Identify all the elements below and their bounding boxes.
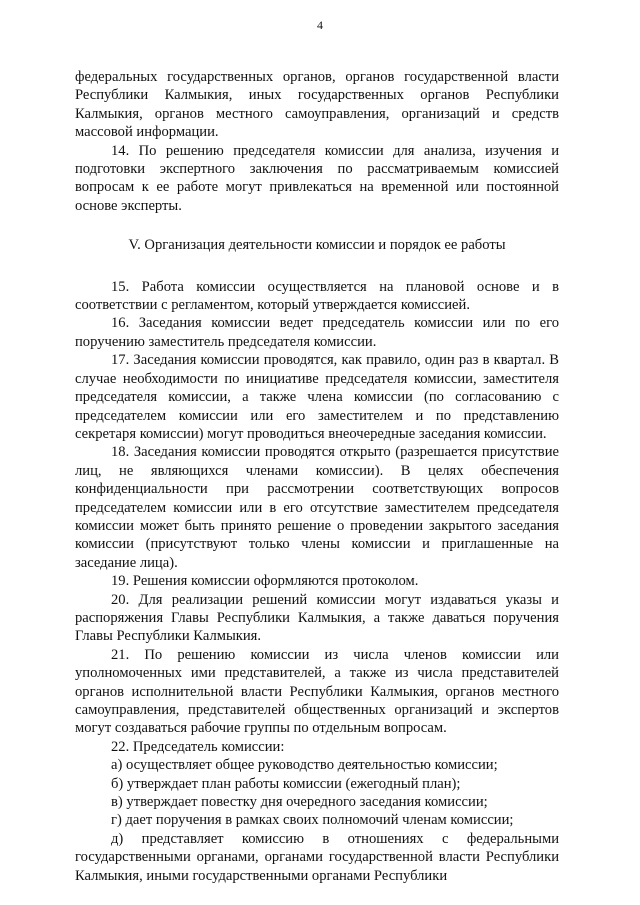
paragraph-15: 15. Работа комиссии осуществляется на плановой основе и в соответствии с регламентом, который утверждается комиссией. bbox=[75, 278, 559, 314]
sub-item-a: а) осуществляет общее руководство деятельностью комиссии; bbox=[111, 757, 498, 774]
paragraph-20: 20. Для реализации решений комиссии могут издаваться указы и распоряжения Главы Республики Калмыкия, а также даваться поручения Главы Республики Калмыкия. bbox=[75, 591, 559, 645]
paragraph-14: 14. По решению председателя комиссии для анализа, изучения и подготовки экспертного заключения по рассматриваемым комиссией вопросам к ее работе могут привлекаться на временной или постоянной основе эксперты. bbox=[75, 142, 559, 214]
sub-item-d: д) представляет комиссию в отношениях с федеральными государственными органами, органами государственной власти Республики Калмыкия, иными государственными органами Республики bbox=[75, 830, 559, 884]
paragraph-19: 19. Решения комиссии оформляются протоколом. bbox=[111, 573, 419, 590]
paragraph-21: 21. По решению комиссии из числа членов комиссии или уполномоченных ими представителей, а также из числа представителей органов исполнительной власти Республики Калмыкия, органов местного самоуправления, представителей общественных организаций и экспертов могут создаваться рабочие группы по отдельным вопросам. bbox=[75, 646, 559, 737]
paragraph-18: 18. Заседания комиссии проводятся открыто (разрешается присутствие лиц, не являющихся членами комиссии). В целях обеспечения конфиденциальности при рассмотрении соответствующих вопросов председателем комиссии или в его отсутствие заместителем председателя комиссии может быть принято решение о проведении закрытого заседания комиссии (присутствуют только члены комиссии и приглашенные на заседание лица). bbox=[75, 444, 559, 571]
sub-item-b: б) утверждает план работы комиссии (ежегодный план); bbox=[111, 775, 461, 792]
sub-item-v: в) утверждает повестку дня очередного заседания комиссии; bbox=[111, 794, 488, 811]
paragraph-continuation: федеральных государственных органов, органов государственной власти Республики Калмыкия, иных государственных органов Республики Калмыкия, органов местного самоуправления, организаций и средств массовой информации. bbox=[75, 69, 559, 141]
section-heading: V. Организация деятельности комиссии и порядок ее работы bbox=[128, 237, 506, 254]
paragraph-17: 17. Заседания комиссии проводятся, как правило, один раз в квартал. В случае необходимости по инициативе председателя комиссии, заместителя председателя комиссии, а также члена комиссии (по согласованию с председателем комиссии или его заместителем и по представлению секретаря комиссии) могут проводиться внеочередные заседания комиссии. bbox=[75, 352, 559, 442]
document-body bbox=[75, 68, 559, 885]
sub-item-g: г) дает поручения в рамках своих полномочий членам комиссии; bbox=[111, 812, 514, 829]
paragraph-22: 22. Председатель комиссии: bbox=[111, 738, 285, 755]
paragraph-16: 16. Заседания комиссии ведет председатель комиссии или по его поручению заместитель председателя комиссии. bbox=[75, 315, 559, 350]
page-number: 4 bbox=[317, 18, 323, 32]
